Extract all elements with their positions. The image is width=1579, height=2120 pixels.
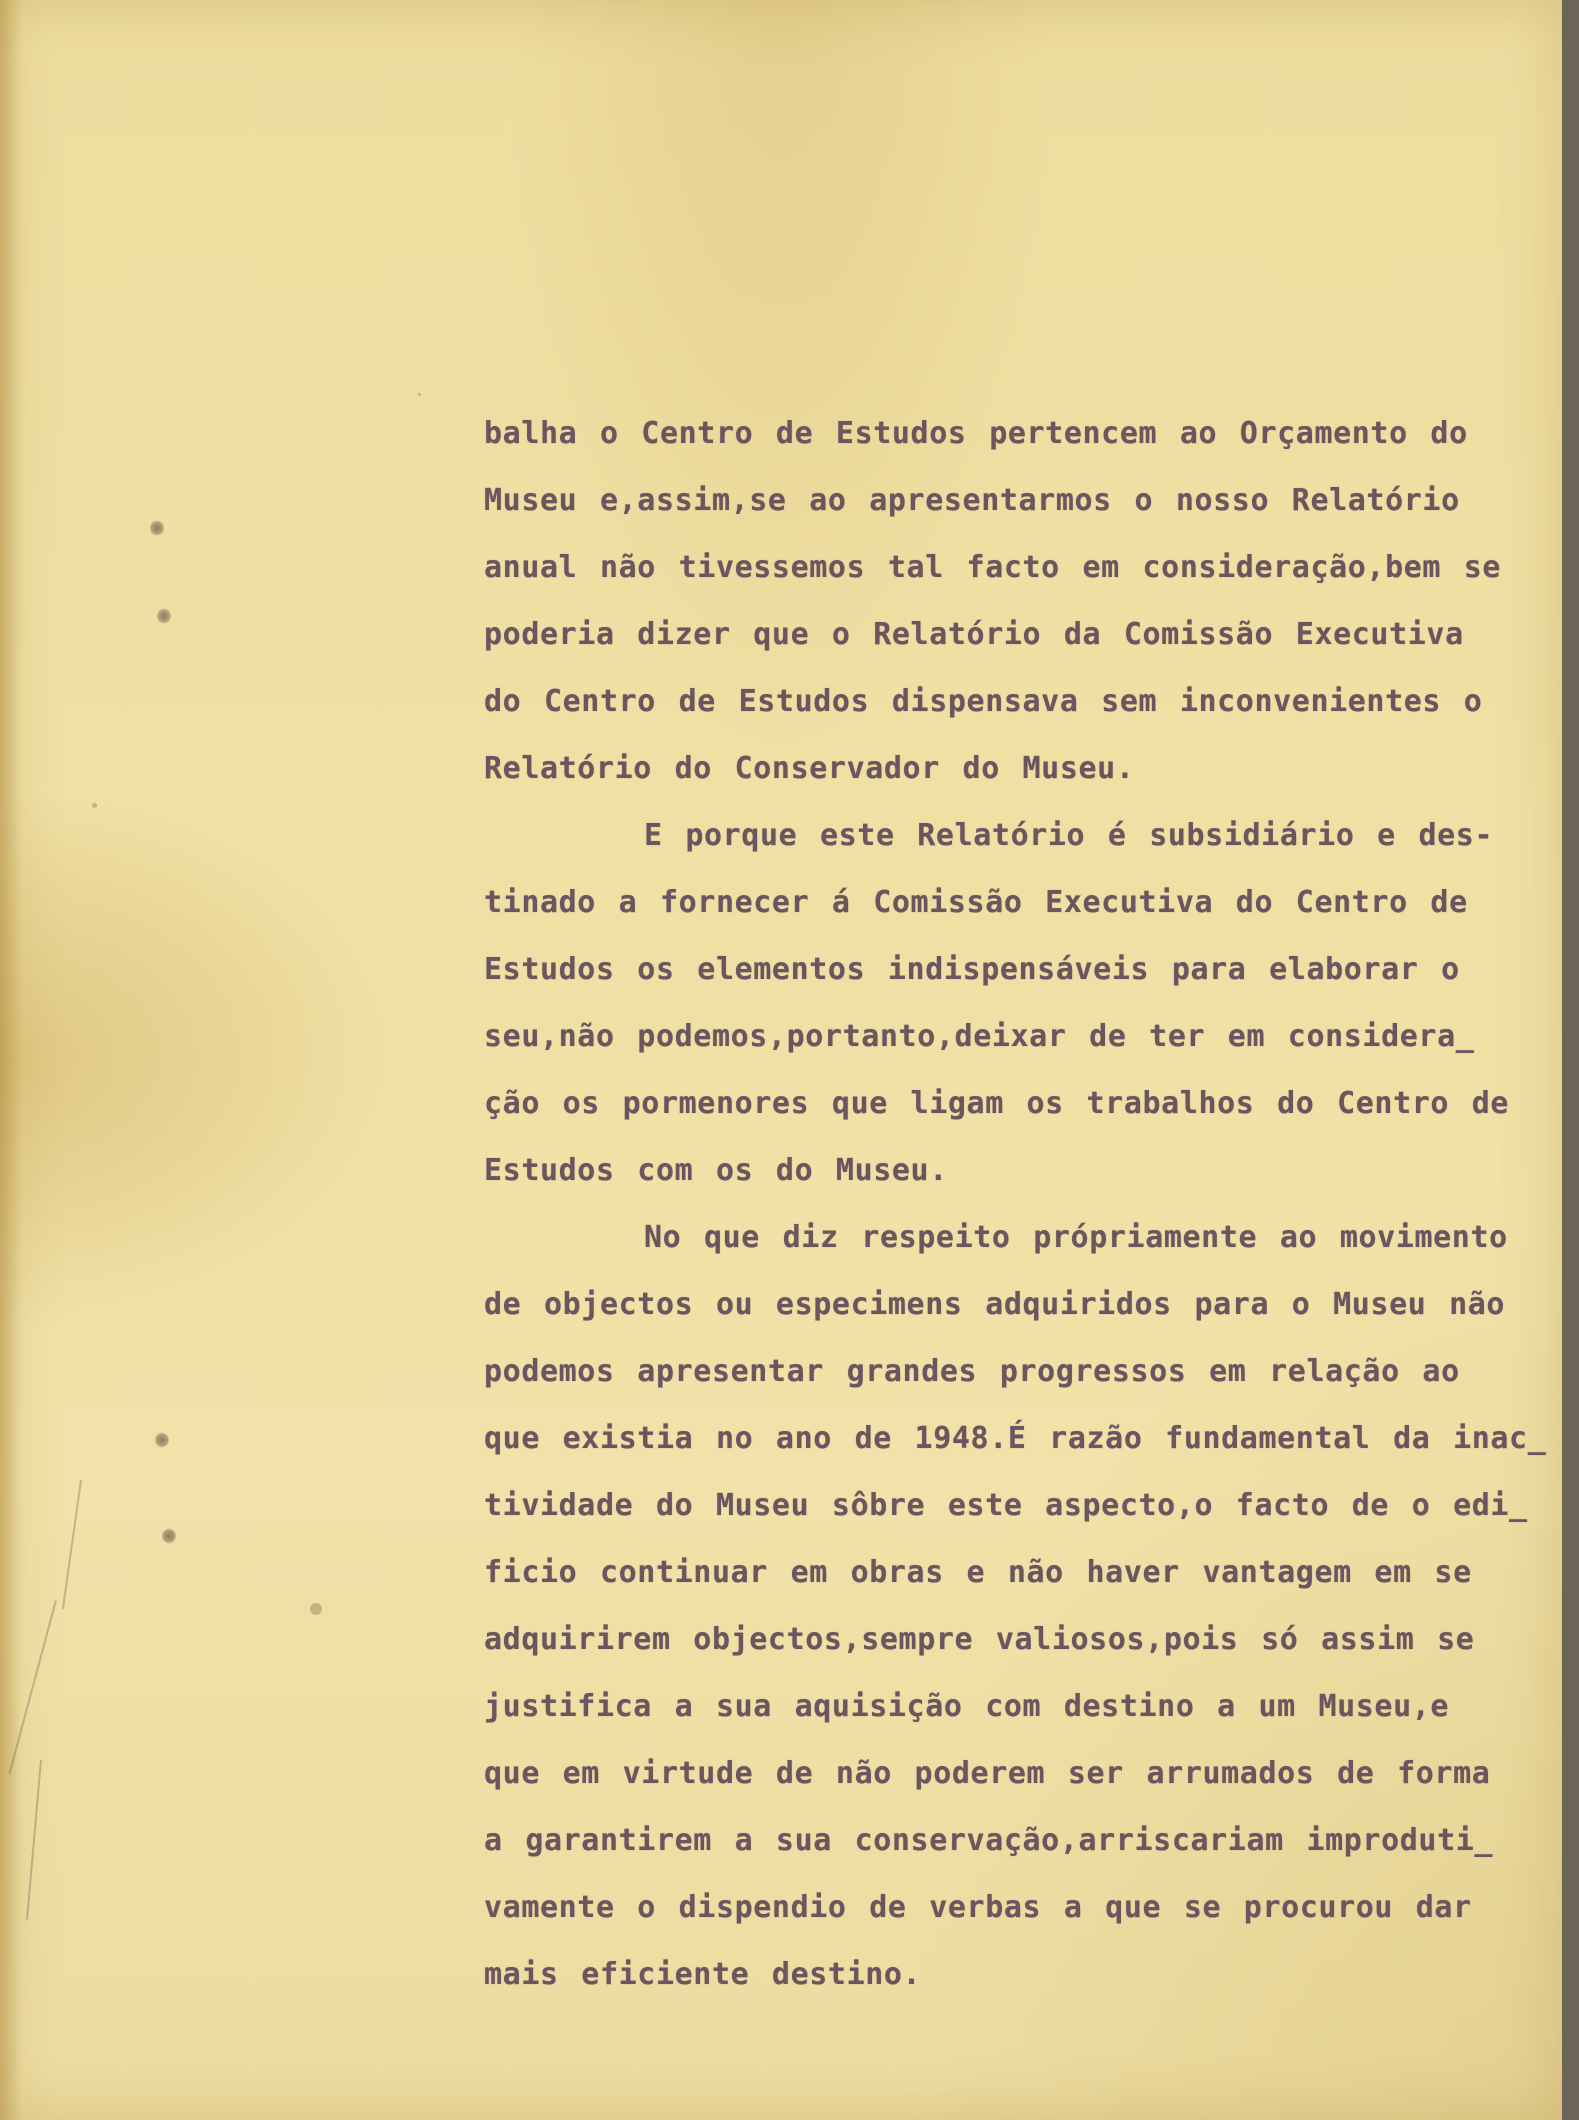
text-line: anual não tivessemos tal facto em consideração,bem se [484,550,1502,585]
punch-hole [157,608,171,624]
paragraph-start-line: E porque este Relatório é subsidiário e des- [644,818,1494,853]
text-line: balha o Centro de Estudos pertencem ao Orçamento do [484,416,1468,451]
text-line: tinado a fornecer á Comissão Executiva do Centro de [484,885,1468,920]
text-line: seu,não podemos,portanto,deixar de ter em considera_ [484,1019,1475,1054]
text-line: adquirirem objectos,sempre valiosos,pois só assim se [484,1622,1475,1657]
paper-scratch [62,1480,82,1609]
text-line: ficio continuar em obras e não haver vantagem em se [484,1555,1472,1590]
punch-hole [162,1528,176,1544]
text-line: que existia no ano de 1948.É razão fundamental da inac_ [484,1421,1547,1456]
text-line: vamente o dispendio de verbas a que se procurou dar [484,1890,1472,1925]
paper-scratch [26,1760,42,1920]
text-line: Relatório do Conservador do Museu. [484,751,1135,786]
text-line: tividade do Museu sôbre este aspecto,o facto de o edi_ [484,1488,1528,1523]
paper-stain [418,393,421,396]
paper-stain [310,1603,322,1615]
text-line: que em virtude de não poderem ser arrumados de forma [484,1756,1491,1791]
text-line: a garantirem a sua conservação,arriscariam improduti_ [484,1823,1494,1858]
text-line: do Centro de Estudos dispensava sem inconvenientes o [484,684,1483,719]
text-line: de objectos ou especimens adquiridos para o Museu não [484,1287,1506,1322]
text-line: Estudos os elementos indispensáveis para elaborar o [484,952,1460,987]
text-line: Museu e,assim,se ao apresentarmos o nosso Relatório [484,483,1460,518]
text-line: mais eficiente destino. [484,1957,922,1992]
paper-stain [92,803,97,808]
document-body [484,400,1574,2008]
paper-edge-discoloration [0,0,22,2120]
punch-hole [150,520,164,536]
text-line: poderia dizer que o Relatório da Comissão Executiva [484,617,1464,652]
text-line: Estudos com os do Museu. [484,1153,948,1188]
text-line: ção os pormenores que ligam os trabalhos do Centro de [484,1086,1510,1121]
paragraph-start-line: No que diz respeito própriamente ao movimento [644,1220,1508,1255]
text-line: podemos apresentar grandes progressos em relação ao [484,1354,1460,1389]
punch-hole [155,1432,169,1448]
text-line: justifica a sua aquisição com destino a um Museu,e [484,1689,1450,1724]
